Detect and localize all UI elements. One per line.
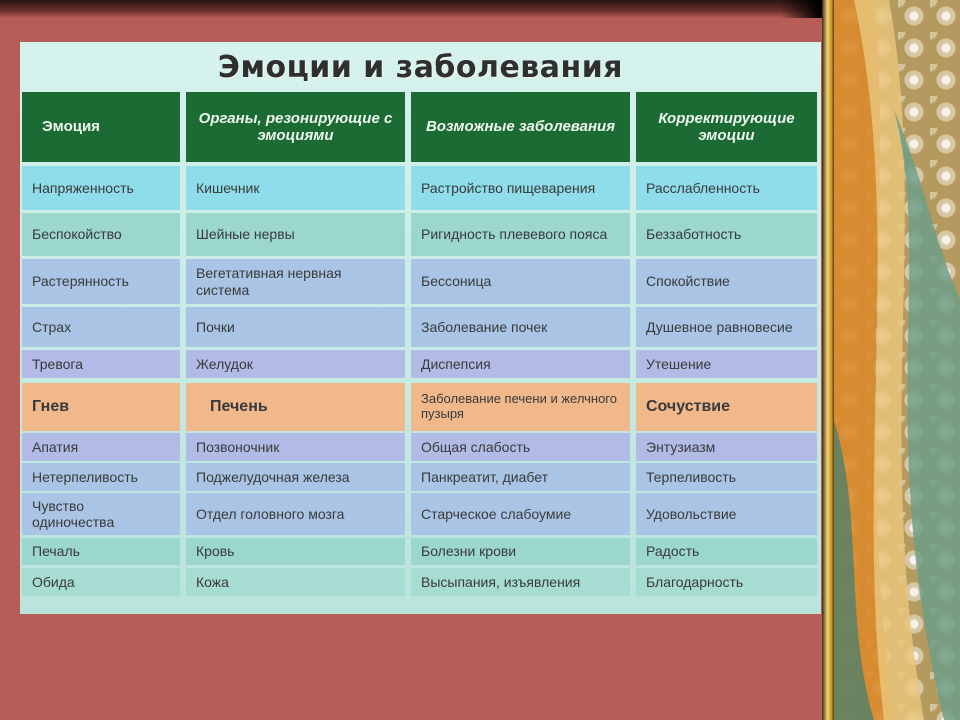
decorative-side-panel [834,0,960,720]
table-cell-correction: Энтузиазм [636,433,817,461]
top-border [0,0,830,18]
table-cell-correction: Расслабленность [636,166,817,210]
table-cell-disease: Заболевание почек [411,307,630,347]
table-cell-organ: Желудок [186,350,405,378]
table-cell-organ: Вегетативная нервная система [186,259,405,304]
table-cell-emotion: Тревога [22,350,180,378]
table-cell-emotion: Обида [22,568,180,596]
table-cell-emotion: Нетерпеливость [22,463,180,491]
table-cell-organ: Кровь [186,538,405,565]
table-cell-disease: Высыпания, изъявления [411,568,630,596]
table-cell-correction: Терпеливость [636,463,817,491]
table-cell-correction: Душевное равновесие [636,307,817,347]
table-slide [20,42,821,614]
table-cell-correction: Удовольствие [636,493,817,535]
table-cell-correction: Благодарность [636,568,817,596]
table-cell-emotion: Беспокойство [22,213,180,256]
header-emotion: Эмоция [22,92,180,162]
table-cell-disease: Растройство пищеварения [411,166,630,210]
table-cell-disease: Ригидность плевевого пояса [411,213,630,256]
table-cell-correction: Утешение [636,350,817,378]
table-cell-emotion: Напряженность [22,166,180,210]
gold-divider [822,0,834,720]
table-cell-organ: Позвоночник [186,433,405,461]
table-cell-correction: Беззаботность [636,213,817,256]
table-cell-organ: Кишечник [186,166,405,210]
table-cell-emotion: Растерянность [22,259,180,304]
table-cell-disease: Панкреатит, диабет [411,463,630,491]
table-cell-organ: Отдел головного мозга [186,493,405,535]
table-cell-organ: Поджелудочная железа [186,463,405,491]
table-cell-emotion: Гнев [22,383,180,431]
header-diseases: Возможные заболевания [411,92,630,162]
table-cell-disease: Диспепсия [411,350,630,378]
table-cell-disease: Общая слабость [411,433,630,461]
table-cell-organ: Почки [186,307,405,347]
table-cell-disease: Бессоница [411,259,630,304]
table-cell-correction: Сочуствие [636,383,817,431]
table-cell-organ: Печень [186,383,405,431]
table-cell-emotion: Печаль [22,538,180,565]
header-organs: Органы, резонирующие с эмоциями [186,92,405,162]
table-cell-correction: Спокойствие [636,259,817,304]
table-cell-correction: Радость [636,538,817,565]
table-cell-emotion: Страх [22,307,180,347]
table-cell-emotion: Апатия [22,433,180,461]
table-cell-organ: Кожа [186,568,405,596]
table-cell-disease: Старческое слабоумие [411,493,630,535]
table-cell-disease: Болезни крови [411,538,630,565]
slide-title: Эмоции и заболевания [217,50,624,85]
table-cell-emotion: Чувство одиночества [22,493,180,535]
header-correction: Корректирующие эмоции [636,92,817,162]
decorative-drape-icon [834,0,960,720]
table-cell-organ: Шейные нервы [186,213,405,256]
table-cell-disease: Заболевание печени и желчного пузыря [411,383,630,431]
